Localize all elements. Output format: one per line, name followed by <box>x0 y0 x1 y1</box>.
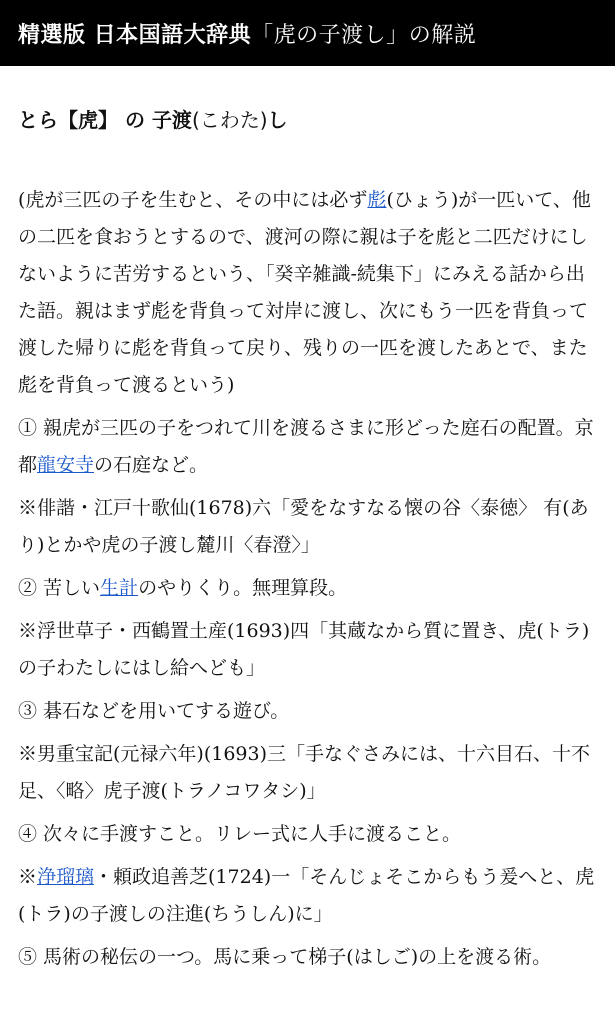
paragraph-text: のやりくり。無理算段。 <box>138 577 348 599</box>
paragraph-text: ※俳諧・江戸十歌仙(1678)六「愛をなすなる懐の谷〈泰徳〉 有(あり)とかや虎の子渡し麓川〈春澄〉」 <box>18 497 589 556</box>
dictionary-name: 精選版 日本国語大辞典 <box>18 22 252 48</box>
link-hyou[interactable]: 彪 <box>367 189 387 211</box>
paragraph-text: ※浮世草子・西鶴置土産(1693)四「其蔵なから質に置き、虎(トラ)の子わたしにはし給へども」 <box>18 620 590 679</box>
link-seikei[interactable]: 生計 <box>100 577 139 599</box>
paragraph-citation-4 <box>18 859 597 933</box>
paragraph-text: ③ 碁石などを用いてする遊び。 <box>18 700 290 722</box>
paragraph-sense-4 <box>18 816 597 853</box>
paragraph-text: ① 親虎が三匹の子をつれて川を渡るさまに形どった庭石の配置。京都 <box>18 417 594 476</box>
paragraph-citation-1 <box>18 490 597 564</box>
paragraph-citation-3 <box>18 736 597 810</box>
paragraph-text: ④ 次々に手渡すこと。リレー式に人手に渡ること。 <box>18 823 462 845</box>
headword-reading: (こわた) <box>191 108 268 132</box>
paragraph-sense-1 <box>18 410 597 484</box>
headword <box>18 108 288 132</box>
link-joruri[interactable]: 浄瑠璃 <box>37 866 95 888</box>
paragraph-text: ※ <box>18 866 38 888</box>
header-suffix: の解説 <box>408 22 477 48</box>
paragraph-sense-5 <box>18 939 597 976</box>
app-header <box>0 0 615 66</box>
paragraph-citation-2 <box>18 613 597 687</box>
entry-title <box>0 66 615 182</box>
paragraph-text: ② 苦しい <box>18 577 101 599</box>
paragraph-sense-3 <box>18 693 597 730</box>
paragraph-text: (虎が三匹の子を生むと、その中には必ず <box>18 189 368 211</box>
paragraph-text: ※男重宝記(元禄六年)(1693)三「手なぐさみには、十六目石、十不足、〈略〉虎子渡(トラノコワタシ)」 <box>18 743 591 802</box>
link-ryoanji[interactable]: 龍安寺 <box>37 454 95 476</box>
paragraph-text: ⑤ 馬術の秘伝の一つ。馬に乗って梯子(はしご)の上を渡る術。 <box>18 946 552 968</box>
paragraph-etymology <box>18 182 597 404</box>
paragraph-sense-2 <box>18 570 597 607</box>
paragraph-text: ・頼政追善芝(1724)一「そんじょそこからもう爰へと、虎(トラ)の子渡しの注進(ちうしん)に」 <box>18 866 595 925</box>
headword-main: とら【虎】 の 子渡 <box>18 108 192 132</box>
paragraph-text: の石庭など。 <box>94 454 209 476</box>
quoted-term: 「虎の子渡し」 <box>251 22 409 48</box>
headword-end: し <box>267 108 288 132</box>
entry-body <box>0 182 615 976</box>
paragraph-text: (ひょう)が一匹いて、他の二匹を食おうとするので、渡河の際に親は子を彪と二匹だけにしないように苦労するという、「癸辛雑識-続集下」にみえる話から出た語。親はまず彪を背負って対岸に渡し、次にもう一匹を背負って渡した帰りに彪を背負って戻り、残りの一匹を渡したあとで、また彪を背負って渡るという) <box>18 189 591 396</box>
